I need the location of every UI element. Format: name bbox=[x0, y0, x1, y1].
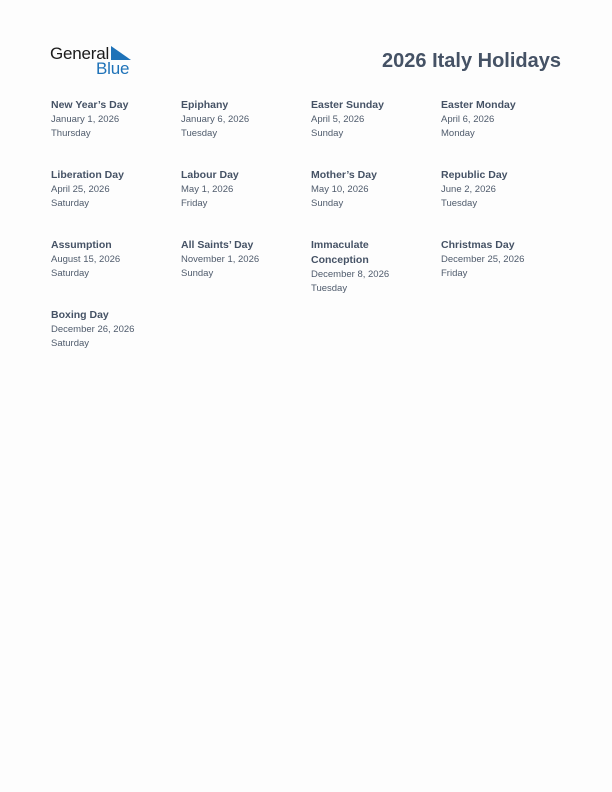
holiday-entry bbox=[441, 238, 563, 281]
holiday-name: Mother’s Day bbox=[311, 169, 377, 181]
holiday-entry bbox=[181, 238, 303, 281]
generalblue-logo bbox=[50, 44, 134, 78]
holiday-weekday: Saturday bbox=[51, 198, 90, 209]
holiday-date: May 10, 2026 bbox=[311, 184, 369, 195]
holiday-entry bbox=[181, 168, 303, 211]
holiday-weekday: Tuesday bbox=[441, 198, 478, 209]
holiday-weekday: Saturday bbox=[51, 268, 90, 279]
holiday-date: December 26, 2026 bbox=[51, 324, 135, 335]
blue-triangle-icon bbox=[111, 46, 131, 60]
holiday-name: Boxing Day bbox=[51, 309, 109, 321]
holiday-date: December 8, 2026 bbox=[311, 269, 390, 280]
holiday-weekday: Monday bbox=[441, 128, 475, 139]
holiday-weekday: Tuesday bbox=[311, 283, 348, 294]
holiday-name: Immaculate Conception bbox=[311, 239, 369, 266]
holiday-date: January 1, 2026 bbox=[51, 114, 120, 125]
holiday-weekday: Sunday bbox=[181, 268, 214, 279]
holiday-date: May 1, 2026 bbox=[181, 184, 234, 195]
holiday-name: Epiphany bbox=[181, 99, 229, 111]
holiday-weekday: Sunday bbox=[311, 128, 344, 139]
holiday-date: August 15, 2026 bbox=[51, 254, 121, 265]
holiday-weekday: Friday bbox=[181, 198, 208, 209]
holiday-weekday: Sunday bbox=[311, 198, 344, 209]
holiday-entry bbox=[181, 98, 303, 141]
holiday-weekday: Saturday bbox=[51, 338, 90, 349]
holiday-entry bbox=[51, 308, 173, 351]
holiday-date: November 1, 2026 bbox=[181, 254, 260, 265]
holiday-name: Assumption bbox=[51, 239, 112, 251]
holiday-name: New Year’s Day bbox=[51, 99, 129, 111]
holiday-entry bbox=[51, 98, 173, 141]
holiday-date: June 2, 2026 bbox=[441, 184, 496, 195]
logo-text-blue: Blue bbox=[96, 59, 130, 78]
holiday-entry bbox=[311, 238, 411, 296]
holiday-entry bbox=[311, 98, 433, 141]
holiday-entry bbox=[311, 168, 433, 211]
holiday-name: Christmas Day bbox=[441, 239, 515, 251]
holiday-entry bbox=[441, 168, 563, 211]
holiday-date: December 25, 2026 bbox=[441, 254, 525, 265]
holiday-weekday: Thursday bbox=[51, 128, 91, 139]
page-title: 2026 Italy Holidays bbox=[382, 50, 561, 72]
logo-text-general: General bbox=[50, 44, 110, 63]
holiday-date: April 5, 2026 bbox=[311, 114, 365, 125]
holiday-entry bbox=[441, 98, 563, 141]
holiday-name: Easter Monday bbox=[441, 99, 516, 111]
holiday-date: April 6, 2026 bbox=[441, 114, 495, 125]
holiday-name: Labour Day bbox=[181, 169, 239, 181]
holiday-name: Republic Day bbox=[441, 169, 508, 181]
holiday-name: Liberation Day bbox=[51, 169, 124, 181]
holiday-name: All Saints’ Day bbox=[181, 239, 254, 251]
holiday-entry bbox=[51, 238, 173, 281]
holiday-weekday: Friday bbox=[441, 268, 468, 279]
holiday-entry bbox=[51, 168, 173, 211]
holiday-date: April 25, 2026 bbox=[51, 184, 110, 195]
holiday-weekday: Tuesday bbox=[181, 128, 218, 139]
holiday-name: Easter Sunday bbox=[311, 99, 384, 111]
holiday-date: January 6, 2026 bbox=[181, 114, 250, 125]
